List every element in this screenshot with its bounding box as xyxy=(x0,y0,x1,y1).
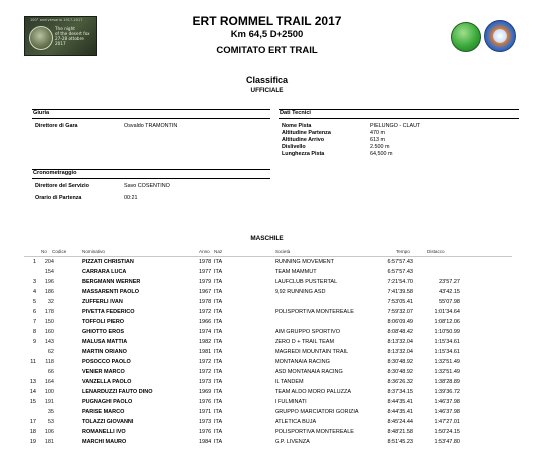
nationality: ITA xyxy=(214,429,223,435)
col-header-codice: Codice xyxy=(52,249,67,254)
bib-number: 106 xyxy=(44,429,54,435)
club: TEAM ALDO MORO PALUZZA xyxy=(275,389,351,395)
athlete-name: LENARDUZZI FAUTO DINO xyxy=(82,389,153,395)
finish-time: 8:48'21.58 xyxy=(387,429,413,435)
bib-number: 62 xyxy=(47,349,54,355)
position: 4 xyxy=(32,289,36,295)
col-header-tempo: Tempo xyxy=(396,249,410,254)
finish-time: 6:57'57.43 xyxy=(387,259,413,265)
table-row xyxy=(0,288,534,297)
classifica-title: Classifica xyxy=(245,75,289,85)
birth-year: 1973 xyxy=(199,419,212,425)
position: 6 xyxy=(32,309,36,315)
athlete-name: MALUSA MATTIA xyxy=(82,339,128,345)
bib-number: 204 xyxy=(44,259,54,265)
athlete-name: MARTIN ORIANO xyxy=(82,349,127,355)
table-row xyxy=(0,358,534,367)
bib-number: 32 xyxy=(47,299,54,305)
birth-year: 1972 xyxy=(199,359,212,365)
birth-year: 1972 xyxy=(199,369,212,375)
nationality: ITA xyxy=(214,349,223,355)
athlete-name: ZUFFERLI IVAN xyxy=(82,299,123,305)
club: AIM GRUPPO SPORTIVO xyxy=(275,329,340,335)
birth-year: 1981 xyxy=(199,349,212,355)
club: I FULMINATI xyxy=(275,399,307,405)
position: 18 xyxy=(29,429,36,435)
position: 15 xyxy=(29,399,36,405)
birth-year: 1976 xyxy=(199,429,212,435)
birth-year: 1978 xyxy=(199,259,212,265)
finish-time: 8:45'24.44 xyxy=(387,419,413,425)
nationality: ITA xyxy=(214,379,223,385)
athlete-name: CARRARA LUCA xyxy=(82,269,127,275)
col-header-distacco: Distacco xyxy=(427,249,445,254)
club: ZERO D + TRAIL TEAM xyxy=(275,339,335,345)
bib-number: 181 xyxy=(44,439,54,445)
finish-time: 8:06'09.49 xyxy=(387,319,413,325)
athlete-name: BERGMANN WERNER xyxy=(82,279,141,285)
table-row xyxy=(0,348,534,357)
time-gap: 1:15'34.61 xyxy=(434,339,460,345)
bib-number: 191 xyxy=(44,399,54,405)
nationality: ITA xyxy=(214,309,223,315)
birth-year: 1976 xyxy=(199,399,212,405)
table-row xyxy=(0,438,534,447)
position: 19 xyxy=(29,439,36,445)
time-gap: 1:01'34.64 xyxy=(434,309,460,315)
club: MAGREDI MOUNTAIN TRAIL xyxy=(275,349,349,355)
birth-year: 1966 xyxy=(199,319,212,325)
bib-number: 178 xyxy=(44,309,54,315)
athlete-name: PARISE MARCO xyxy=(82,409,125,415)
birth-year: 1979 xyxy=(199,279,212,285)
nationality: ITA xyxy=(214,419,223,425)
birth-year: 1982 xyxy=(199,339,212,345)
athlete-name: GHIOTTO EROS xyxy=(82,329,125,335)
dati-value: 2.500 m xyxy=(370,144,390,150)
nationality: ITA xyxy=(214,279,223,285)
bib-number: 35 xyxy=(47,409,54,415)
finish-time: 7:21'54.70 xyxy=(387,279,413,285)
crono-value: Savo COSENTINO xyxy=(124,183,170,189)
dati-value: 613 m xyxy=(370,137,385,143)
event-logo-text: The night of the desert fox 27-28 ottobre 2017 xyxy=(55,26,90,46)
dati-top-rule xyxy=(279,109,519,110)
birth-year: 1969 xyxy=(199,389,212,395)
bib-number: 100 xyxy=(44,389,54,395)
position: 8 xyxy=(32,329,36,335)
club: RUNNING MOVEMENT xyxy=(275,259,334,265)
bib-number: 154 xyxy=(44,269,54,275)
finish-time: 8:08'48.42 xyxy=(387,329,413,335)
athlete-name: POSOCCO PAOLO xyxy=(82,359,131,365)
event-title: ERT ROMMEL TRAIL 2017 xyxy=(192,14,342,28)
time-gap: 1:08'12.06 xyxy=(434,319,460,325)
position: 9 xyxy=(32,339,36,345)
giuria-top-rule xyxy=(32,109,270,110)
time-gap: 1:46'37.98 xyxy=(434,399,460,405)
athlete-name: TOLAZZI GIOVANNI xyxy=(82,419,134,425)
finish-time: 8:30'48.92 xyxy=(387,369,413,375)
club: G.P. LIVENZA xyxy=(275,439,310,445)
club: POLISPORTIVA MONTEREALE xyxy=(275,309,354,315)
time-gap: 1:10'50.99 xyxy=(434,329,460,335)
nationality: ITA xyxy=(214,389,223,395)
nationality: ITA xyxy=(214,319,223,325)
time-gap: 1:32'51.49 xyxy=(434,369,460,375)
table-row xyxy=(0,338,534,347)
crono-bottom-rule xyxy=(32,178,270,179)
bib-number: 164 xyxy=(44,379,54,385)
nationality: ITA xyxy=(214,359,223,365)
table-row xyxy=(0,388,534,397)
time-gap: 1:50'24.15 xyxy=(434,429,460,435)
nationality: ITA xyxy=(214,259,223,265)
dati-label: Altitudine Partenza xyxy=(282,130,331,136)
athlete-name: VENIER MARCO xyxy=(82,369,125,375)
finish-time: 8:13'32.04 xyxy=(387,339,413,345)
birth-year: 1971 xyxy=(199,409,212,415)
dati-label: Nome Pista xyxy=(282,123,312,129)
position: 3 xyxy=(32,279,36,285)
table-row xyxy=(0,308,534,317)
club: LAUFCLUB PUSTERTAL xyxy=(275,279,338,285)
table-row xyxy=(0,328,534,337)
time-gap: 43'42.15 xyxy=(439,289,460,295)
table-row xyxy=(0,398,534,407)
athlete-name: MASSARENTI PAOLO xyxy=(82,289,140,295)
col-header-nominativo: Nominativo xyxy=(82,249,105,254)
time-gap: 1:47'27.01 xyxy=(434,419,460,425)
nationality: ITA xyxy=(214,409,223,415)
dati-value: 470 m xyxy=(370,130,385,136)
bib-number: 160 xyxy=(44,329,54,335)
birth-year: 1973 xyxy=(199,379,212,385)
time-gap: 1:32'51.49 xyxy=(434,359,460,365)
nationality: ITA xyxy=(214,269,223,275)
nationality: ITA xyxy=(214,399,223,405)
position: 5 xyxy=(32,299,36,305)
birth-year: 1977 xyxy=(199,269,212,275)
crono-heading: Cronometraggio xyxy=(33,170,77,176)
nationality: ITA xyxy=(214,299,223,305)
crono-label: Direttore del Servizio xyxy=(35,183,89,189)
time-gap: 1:53'47.80 xyxy=(434,439,460,445)
athlete-name: VANZELLA PAOLO xyxy=(82,379,132,385)
birth-year: 1972 xyxy=(199,309,212,315)
bib-number: 53 xyxy=(47,419,54,425)
table-row xyxy=(0,318,534,327)
giuria-bottom-rule xyxy=(32,118,270,119)
finish-time: 8:13'32.04 xyxy=(387,349,413,355)
birth-year: 1984 xyxy=(199,439,212,445)
table-row xyxy=(0,258,534,267)
athlete-name: ROMANELLI IVO xyxy=(82,429,126,435)
table-row xyxy=(0,428,534,437)
dati-value: PIELUNGO - CLAUT xyxy=(370,123,421,129)
table-row xyxy=(0,408,534,417)
position: 11 xyxy=(30,359,36,365)
finish-time: 8:36'26.32 xyxy=(387,379,413,385)
dati-bottom-rule xyxy=(279,118,519,119)
table-row xyxy=(0,368,534,377)
athlete-name: PIVETTA FEDERICO xyxy=(82,309,135,315)
col-header-naz: Naz xyxy=(214,249,223,254)
col-header-societa: Società xyxy=(275,249,291,254)
organizer: COMITATO ERT TRAIL xyxy=(216,45,318,56)
club: ASD MONTANAIA RACING xyxy=(275,369,343,375)
club: ATLETICA BUJA xyxy=(275,419,317,425)
time-gap: 1:38'28.89 xyxy=(434,379,460,385)
athlete-name: PIZZATI CHRISTIAN xyxy=(82,259,134,265)
club: MONTANAIA RACING xyxy=(275,359,330,365)
dati-value: 64,500 m xyxy=(370,151,393,157)
athlete-name: TOFFOLI PIERO xyxy=(82,319,125,325)
athlete-name: PUGNAGHI PAOLO xyxy=(82,399,133,405)
finish-time: 8:30'48.92 xyxy=(387,359,413,365)
club: TEAM MAMMUT xyxy=(275,269,317,275)
nationality: ITA xyxy=(214,369,223,375)
birth-year: 1967 xyxy=(199,289,212,295)
finish-time: 8:51'45.23 xyxy=(387,439,413,445)
birth-year: 1974 xyxy=(199,329,212,335)
table-row xyxy=(0,278,534,287)
crono-value: 00:21 xyxy=(124,195,138,201)
position: 1 xyxy=(32,259,36,265)
giuria-value: Osvaldo TRAMONTIN xyxy=(124,123,178,129)
dati-heading: Dati Tecnici xyxy=(280,110,311,116)
time-gap: 1:15'34.61 xyxy=(434,349,460,355)
club: 9,92 RUNNING ASD xyxy=(275,289,326,295)
bib-number: 150 xyxy=(44,319,54,325)
position: 13 xyxy=(29,379,36,385)
table-header-rule xyxy=(24,256,512,257)
time-gap: 1:46'37.98 xyxy=(434,409,460,415)
dati-label: Altitudine Arrivo xyxy=(282,137,325,143)
table-row xyxy=(0,268,534,277)
dati-label: Lunghezza Pista xyxy=(282,151,325,157)
finish-time: 7:53'05.41 xyxy=(387,299,413,305)
giuria-heading: Giuria xyxy=(33,110,50,116)
position: 7 xyxy=(32,319,36,325)
bib-number: 66 xyxy=(47,369,54,375)
time-gap: 1:39'36.72 xyxy=(434,389,460,395)
section-title: MASCHILE xyxy=(250,235,284,242)
finish-time: 8:44'35.41 xyxy=(387,409,413,415)
finish-time: 7:59'32.07 xyxy=(387,309,413,315)
crono-label: Orario di Partenza xyxy=(35,195,82,201)
nationality: ITA xyxy=(214,439,223,445)
finish-time: 7:41'39.58 xyxy=(387,289,413,295)
bib-number: 186 xyxy=(44,289,54,295)
finish-time: 6:57'57.43 xyxy=(387,269,413,275)
club: POLISPORTIVA MONTEREALE xyxy=(275,429,354,435)
position: 14 xyxy=(29,389,36,395)
finish-time: 8:37'34.15 xyxy=(387,389,413,395)
club: GRUPPO MARCIATORI GORIZIA xyxy=(275,409,359,415)
col-header-no: No xyxy=(41,249,47,254)
bib-number: 118 xyxy=(45,359,54,365)
time-gap: 23'57.27 xyxy=(439,279,460,285)
time-gap: 55'07.98 xyxy=(439,299,460,305)
club: IL TANDEM xyxy=(275,379,304,385)
nationality: ITA xyxy=(214,339,223,345)
athlete-name: MARCHI MAURO xyxy=(82,439,127,445)
table-row xyxy=(0,298,534,307)
birth-year: 1978 xyxy=(199,299,212,305)
classifica-subtitle: UFFICIALE xyxy=(250,87,284,94)
dati-label: Dislivello xyxy=(282,144,306,150)
finish-time: 8:44'35.41 xyxy=(387,399,413,405)
nationality: ITA xyxy=(214,329,223,335)
giuria-label: Direttore di Gara xyxy=(35,123,78,129)
event-logo-caption: 100° anniversario 1917-2017 xyxy=(30,18,83,22)
position: 17 xyxy=(29,419,36,425)
col-header-anno: Anno xyxy=(199,249,210,254)
event-subtitle: Km 64,5 D+2500 xyxy=(230,29,304,40)
nationality: ITA xyxy=(214,289,223,295)
table-row xyxy=(0,418,534,427)
bib-number: 196 xyxy=(44,279,54,285)
bib-number: 143 xyxy=(44,339,54,345)
table-row xyxy=(0,378,534,387)
